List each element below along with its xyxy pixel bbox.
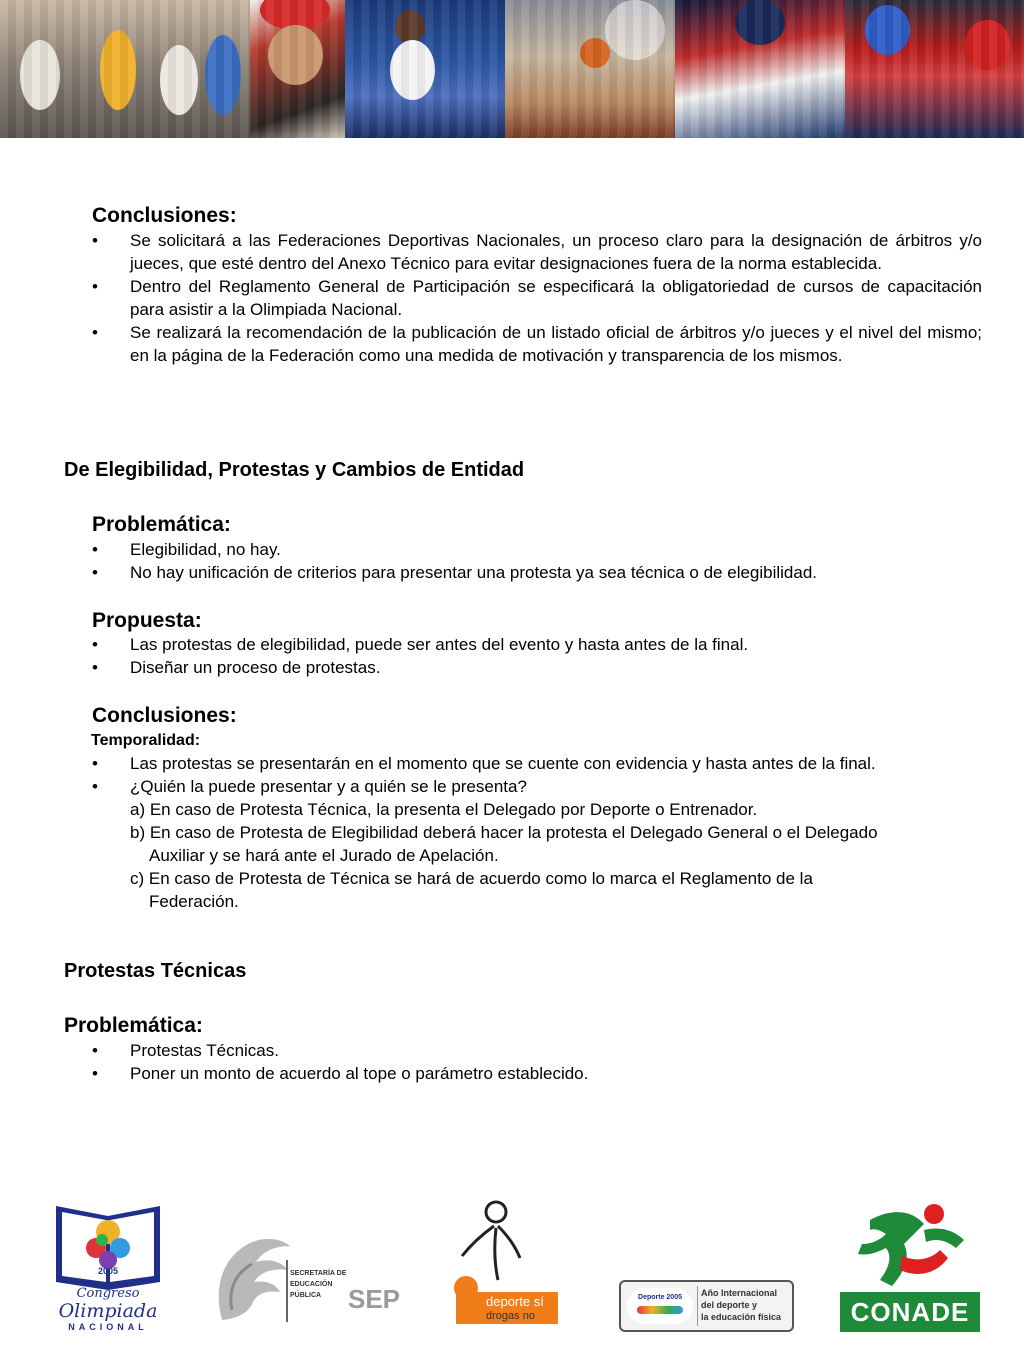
problematica-list: [88, 538, 988, 584]
congreso-text: Congreso: [76, 1286, 140, 1301]
rainbow-swoosh-icon: [637, 1306, 683, 1314]
drogas-no-text: drogas no: [486, 1310, 535, 1322]
sub-item-c: [130, 867, 990, 913]
basketball-photo: [505, 0, 675, 138]
badminton-photo: [345, 0, 505, 138]
athlete-figure-icon: [450, 1196, 558, 1296]
anio-line1: Año Internacional: [701, 1288, 778, 1298]
list-item: • Las protestas de elegibilidad, puede ser antes del evento y hasta antes de la final.: [88, 633, 988, 656]
sep-line3: PÚBLICA: [290, 1292, 322, 1299]
deporte-2005-text: Deporte 2005: [638, 1294, 682, 1301]
conclusiones-heading: Conclusiones:: [92, 704, 237, 727]
list-item: • Elegibilidad, no hay.: [88, 538, 988, 561]
runners-photo: [0, 0, 250, 138]
anio-text: [701, 1287, 781, 1323]
section3-title: Protestas Técnicas: [64, 960, 247, 982]
nacional-text: NACIONAL: [68, 1322, 148, 1332]
conade-logo: [840, 1200, 980, 1332]
section2-title: De Elegibilidad, Protestas y Cambios de Entidad: [64, 459, 525, 481]
congreso-year: 2005: [97, 1266, 119, 1276]
list-item: • No hay unificación de criterios para presentar una protesta ya sea técnica o de elegibilidad.: [88, 561, 988, 584]
anio-internacional-logo: [619, 1280, 794, 1332]
propuesta-list: [88, 633, 988, 679]
section3-problematica-heading: Problemática:: [64, 1014, 203, 1037]
conclusiones-list: [88, 752, 988, 798]
sep-line2: EDUCACIÓN: [290, 1281, 333, 1288]
sub-item-continuation: Auxiliar y se hará ante el Jurado de Apelación.: [149, 846, 499, 865]
anio-line3: la educación física: [701, 1312, 782, 1322]
anio-divider: [697, 1286, 698, 1326]
sub-item-text: b) En caso de Protesta de Elegibilidad deberá hacer la protesta el Delegado General o el Delegado: [130, 823, 878, 842]
wrestling-photo: [675, 0, 845, 138]
section3-list: [88, 1039, 988, 1085]
congreso-olimpiada-logo: [52, 1202, 164, 1334]
list-item: • Protestas Técnicas.: [88, 1039, 988, 1062]
eagle-seal-icon: [212, 1230, 292, 1326]
deporte-si-drogas-no-logo: [450, 1196, 558, 1328]
section1-list: [88, 229, 982, 367]
deporte-si-text: deporte sí: [486, 1294, 544, 1309]
problematica-heading: Problemática:: [92, 513, 231, 536]
sep-name: [290, 1268, 346, 1301]
sep-divider: [286, 1260, 288, 1322]
sep-line1: SECRETARÍA DE: [290, 1270, 347, 1277]
boxing-photo: [845, 0, 1024, 138]
header-photo-banner: [0, 0, 1024, 138]
deporte-2005-badge: [627, 1288, 693, 1324]
list-item: • Las protestas se presentarán en el momento que se cuente con evidencia y hasta antes de la final.: [88, 752, 988, 775]
temporalidad-subheading: Temporalidad:: [91, 732, 201, 749]
list-item: • ¿Quién la puede presentar y a quién se le presenta?: [88, 775, 988, 798]
sep-acronym: SEP: [348, 1284, 401, 1314]
list-item: • Se solicitará a las Federaciones Deportivas Nacionales, un proceso claro para la designación de árbitros y/o jueces, que esté dentro del Anexo Técnico para evitar designaciones fuera de la norma establecida.: [88, 229, 982, 275]
sub-item-continuation: Federación.: [149, 892, 239, 911]
list-item: • Se realizará la recomendación de la publicación de un listado oficial de árbitros y/o jueces y el nivel del mismo; en la página de la Federación como una medida de motivación y transparencia de los mismos.: [88, 321, 982, 367]
sep-logo: [212, 1230, 401, 1330]
chess-player-photo: [250, 0, 345, 138]
running-figure-icon: [840, 1200, 980, 1292]
list-item: • Diseñar un proceso de protestas.: [88, 656, 988, 679]
olimpiada-text: Olimpiada: [58, 1300, 158, 1322]
list-item: • Poner un monto de acuerdo al tope o parámetro establecido.: [88, 1062, 988, 1085]
open-book-icon: [52, 1202, 164, 1292]
section1-heading: Conclusiones:: [92, 204, 237, 227]
sub-item-a: [130, 798, 990, 821]
conade-label: CONADE: [840, 1292, 980, 1332]
anio-line2: del deporte y: [701, 1300, 758, 1310]
propuesta-heading: Propuesta:: [92, 609, 202, 632]
sub-item-b: [130, 821, 990, 867]
sub-item-text: c) En caso de Protesta de Técnica se hará de acuerdo como lo marca el Reglamento de la: [130, 869, 813, 888]
sub-item-text: a) En caso de Protesta Técnica, la presenta el Delegado por Deporte o Entrenador.: [130, 800, 758, 819]
list-item: • Dentro del Reglamento General de Participación se especificará la obligatoriedad de cursos de capacitación para asistir a la Olimpiada Nacional.: [88, 275, 982, 321]
